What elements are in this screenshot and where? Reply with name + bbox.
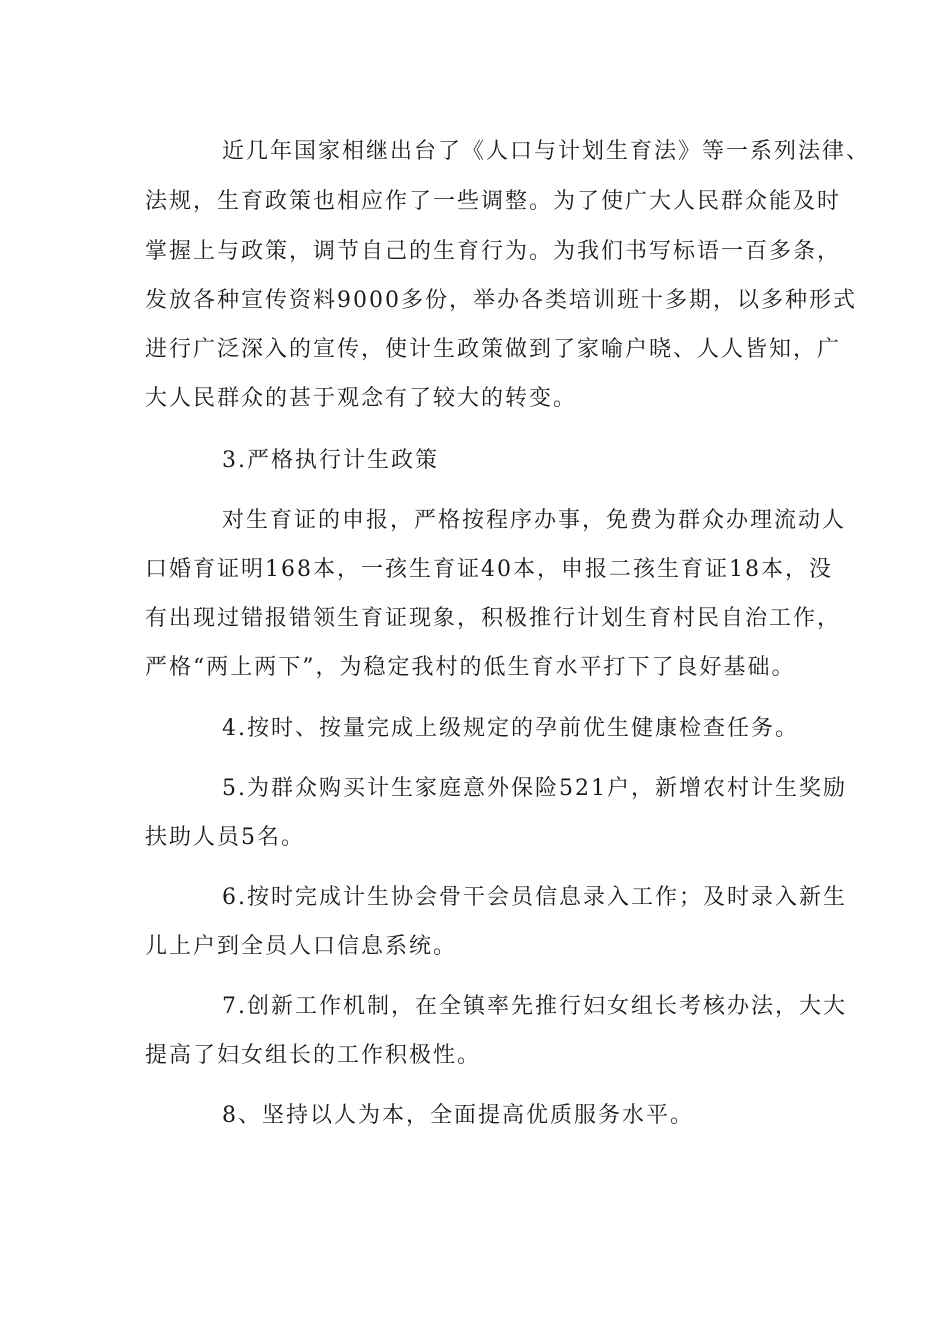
paragraph-line: 发放各种宣传资料9000多份，举办各类培训班十多期，以多种形式: [145, 288, 857, 313]
paragraph-line: 严格“两上两下”，为稳定我村的低生育水平打下了良好基础。: [145, 655, 796, 680]
paragraph-line: 法规，生育政策也相应作了一些调整。为了使广大人民群众能及时: [145, 189, 842, 214]
list-item: 5.为群众购买计生家庭意外保险521户，新增农村计生奖励: [222, 776, 847, 801]
list-item: 7.创新工作机制，在全镇率先推行妇女组长考核办法，大大: [222, 994, 847, 1019]
paragraph-line: 口婚育证明168本，一孩生育证40本，申报二孩生育证18本，没: [145, 557, 833, 582]
section-heading: 3.严格执行计生政策: [222, 448, 439, 473]
paragraph-line: 有出现过错报错领生育证现象，积极推行计划生育村民自治工作，: [145, 606, 842, 631]
paragraph-line: 进行广泛深入的宣传，使计生政策做到了家喻户晓、人人皆知，广: [145, 337, 842, 362]
list-item: 4.按时、按量完成上级规定的孕前优生健康检查任务。: [222, 716, 799, 741]
paragraph-line: 近几年国家相继出台了《人口与计划生育法》等一系列法律、: [222, 139, 871, 164]
paragraph-line: 对生育证的申报，严格按程序办事，免费为群众办理流动人: [222, 508, 847, 533]
list-item: 8、坚持以人为本，全面提高优质服务水平。: [222, 1103, 694, 1128]
list-item-continuation: 提高了妇女组长的工作积极性。: [145, 1043, 482, 1068]
list-item-continuation: 扶助人员5名。: [145, 825, 305, 850]
list-item: 6.按时完成计生协会骨干会员信息录入工作；及时录入新生: [222, 885, 847, 910]
list-item-continuation: 儿上户到全员人口信息系统。: [145, 934, 458, 959]
paragraph-line: 掌握上与政策，调节自己的生育行为。为我们书写标语一百多条，: [145, 239, 842, 264]
paragraph-line: 大人民群众的甚于观念有了较大的转变。: [145, 386, 578, 411]
